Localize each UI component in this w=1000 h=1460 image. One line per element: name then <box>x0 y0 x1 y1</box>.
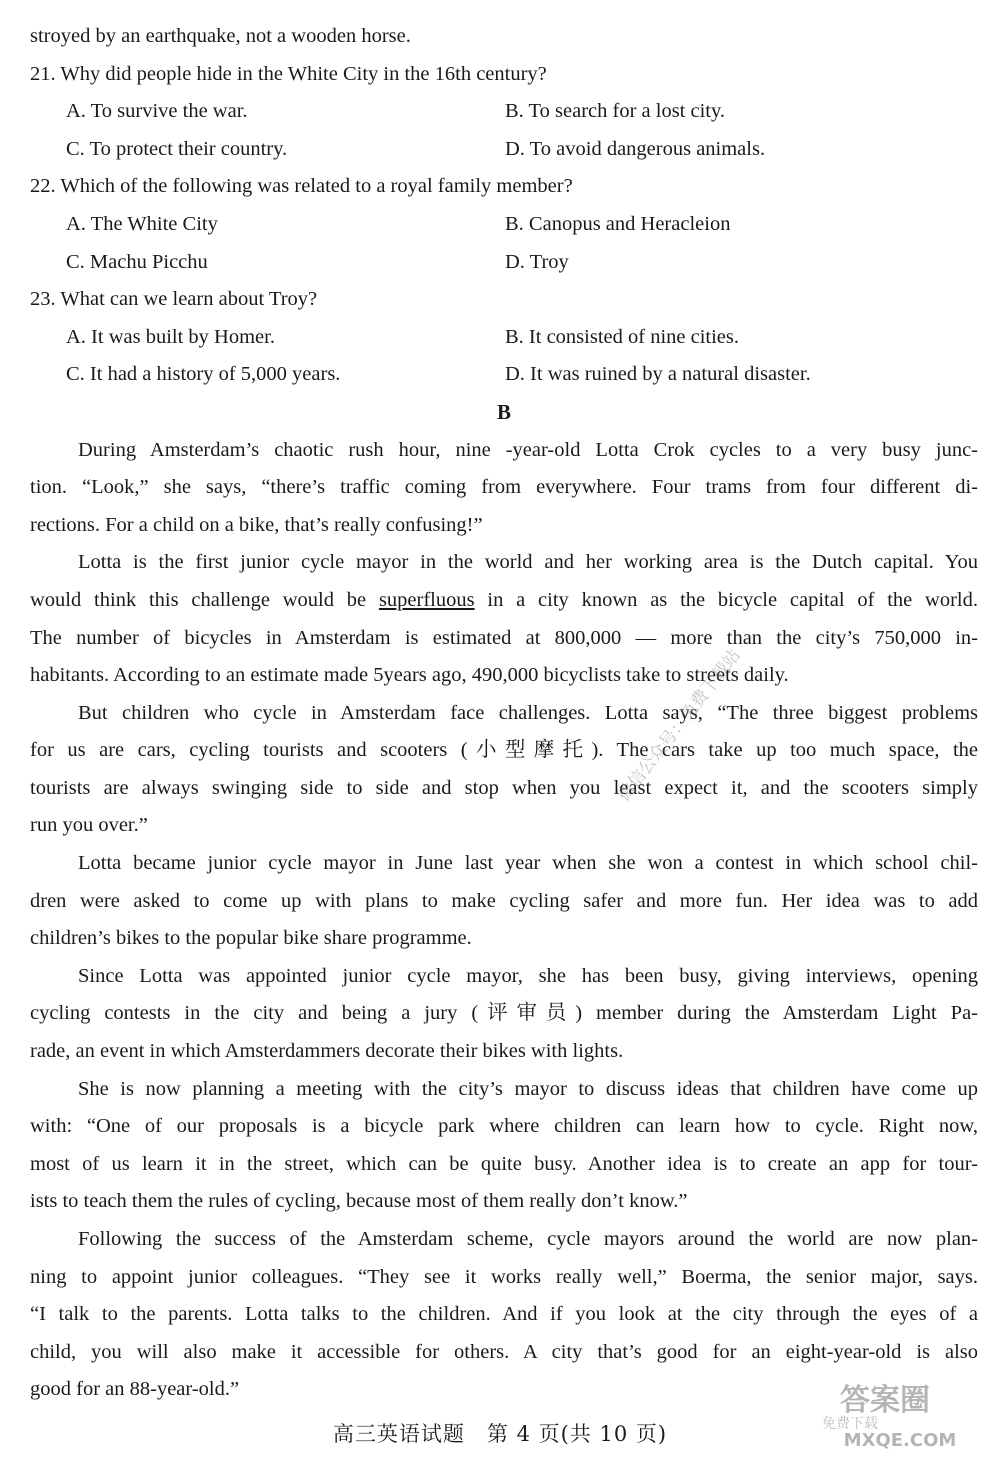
site-logo-icon <box>790 1372 980 1452</box>
question-22-option-a[interactable]: A. The White City <box>66 212 218 235</box>
question-21-option-c[interactable]: C. To protect their country. <box>66 137 288 160</box>
question-22-option-b[interactable]: B. Canopus and Heracleion <box>505 212 731 235</box>
question-21-options-row-1 <box>30 93 978 131</box>
question-21-option-b[interactable]: B. To search for a lost city. <box>505 100 726 123</box>
passage-line: habitants. According to an estimate made 5years ago, 490,000 bicyclists take to streets daily. <box>30 664 789 687</box>
question-23-option-c[interactable]: C. It had a history of 5,000 years. <box>66 363 341 386</box>
logo-text-top: 答案圈 <box>840 1383 930 1418</box>
passage-line: most of us learn it in the street, which can be quite busy. Another idea is to create an app for tour- <box>30 1152 978 1175</box>
question-23-option-a[interactable]: A. It was built by Homer. <box>66 325 275 348</box>
passage-line: ists to teach them the rules of cycling, because most of them really don’t know.” <box>30 1190 688 1213</box>
question-23-stem: 23. What can we learn about Troy? <box>30 288 318 311</box>
question-21-option-a[interactable]: A. To survive the war. <box>66 100 248 123</box>
question-21-options-row-2 <box>30 131 978 169</box>
question-22-options-row-2 <box>30 244 978 282</box>
passage-line: child, you will also make it accessible for others. A city that’s good for an eight-year-old is also <box>30 1340 978 1363</box>
passage-paragraph-6 <box>30 1071 978 1221</box>
question-22-option-c[interactable]: C. Machu Picchu <box>66 250 208 273</box>
passage-line: “I talk to the parents. Lotta talks to the children. And if you look at the city through the eyes of a <box>30 1303 978 1326</box>
passage-paragraph-1 <box>30 432 978 545</box>
passage-paragraph-3 <box>30 695 978 845</box>
passage-line: run you over.” <box>30 814 148 837</box>
passage-line: with: “One of our proposals is a bicycle park where children can learn how to cycle. Right now, <box>30 1115 978 1138</box>
passage-line: children’s bikes to the popular bike share programme. <box>30 927 472 950</box>
passage-text: would think this challenge would be <box>30 588 379 611</box>
passage-line: She is now planning a meeting with the city’s mayor to discuss ideas that children have come up <box>78 1077 978 1100</box>
passage-paragraph-4 <box>30 845 978 958</box>
passage-line: Lotta became junior cycle mayor in June last year when she won a contest in which school chil- <box>78 852 978 875</box>
question-22-option-d[interactable]: D. Troy <box>505 250 569 273</box>
question-23-options-row-1 <box>30 319 978 357</box>
passage-line: During Amsterdam’s chaotic rush hour, nine -year-old Lotta Crok cycles to a very busy junc- <box>78 438 978 461</box>
question-21-option-d[interactable]: D. To avoid dangerous animals. <box>505 137 766 160</box>
question-23-options-row-2 <box>30 356 978 394</box>
passage-text: in a city known as the bicycle capital of the world. <box>474 588 978 611</box>
passage-line-with-underline <box>30 582 978 620</box>
page-footer: 高三英语试题 第 4 页(共 10 页) <box>332 1422 668 1446</box>
watermark-text: 微信公众号：免费下载站 <box>613 645 745 806</box>
question-21-stem: 21. Why did people hide in the White City in the 16th century? <box>30 62 547 85</box>
logo-text-bottom: MXQE.COM <box>843 1430 957 1451</box>
passage-paragraph-5 <box>30 958 978 1071</box>
passage-line: Since Lotta was appointed junior cycle mayor, she has been busy, giving interviews, opening <box>78 964 978 987</box>
exam-page <box>30 18 978 1409</box>
passage-line: good for an 88-year-old.” <box>30 1378 240 1401</box>
passage-line: tion. “Look,” she says, “there’s traffic coming from everywhere. Four trams from four different di- <box>30 476 978 499</box>
passage-line: ning to appoint junior colleagues. “They see it works really well,” Boerma, the senior major, says. <box>30 1265 978 1288</box>
passage-line: The number of bicycles in Amsterdam is estimated at 800,000 — more than the city’s 750,000 in- <box>30 626 978 649</box>
question-23-option-d[interactable]: D. It was ruined by a natural disaster. <box>505 363 811 386</box>
question-23-option-b[interactable]: B. It consisted of nine cities. <box>505 325 739 348</box>
passage-paragraph-2 <box>30 544 978 694</box>
passage-line: Lotta is the first junior cycle mayor in the world and her working area is the Dutch capital. You <box>78 551 978 574</box>
underlined-word-superfluous: superfluous <box>378 588 475 611</box>
passage-line: rections. For a child on a bike, that’s really confusing!” <box>30 513 483 536</box>
passage-line: rade, an event in which Amsterdammers decorate their bikes with lights. <box>30 1040 624 1063</box>
section-title: B <box>496 399 511 424</box>
intro-tail-text: stroyed by an earthquake, not a wooden horse. <box>30 25 411 47</box>
question-22-options-row-1 <box>30 206 978 244</box>
passage-line: for us are cars, cycling tourists and scooters (小型摩托). The cars take up too much space, the <box>30 739 978 762</box>
passage-line: Following the success of the Amsterdam scheme, cycle mayors around the world are now plan- <box>78 1228 978 1250</box>
passage-line: tourists are always swinging side to side and stop when you least expect it, and the scooters simply <box>30 776 978 799</box>
question-22-stem: 22. Which of the following was related to a royal family member? <box>30 175 573 198</box>
passage-line: cycling contests in the city and being a jury (评审员) member during the Amsterdam Light Pa- <box>30 1002 978 1025</box>
passage-line: dren were asked to come up with plans to make cycling safer and more fun. Her idea was to add <box>30 889 978 912</box>
logo-text-small: 免费下载 <box>822 1416 878 1432</box>
passage-line: But children who cycle in Amsterdam face challenges. Lotta says, “The three biggest problems <box>78 701 978 724</box>
